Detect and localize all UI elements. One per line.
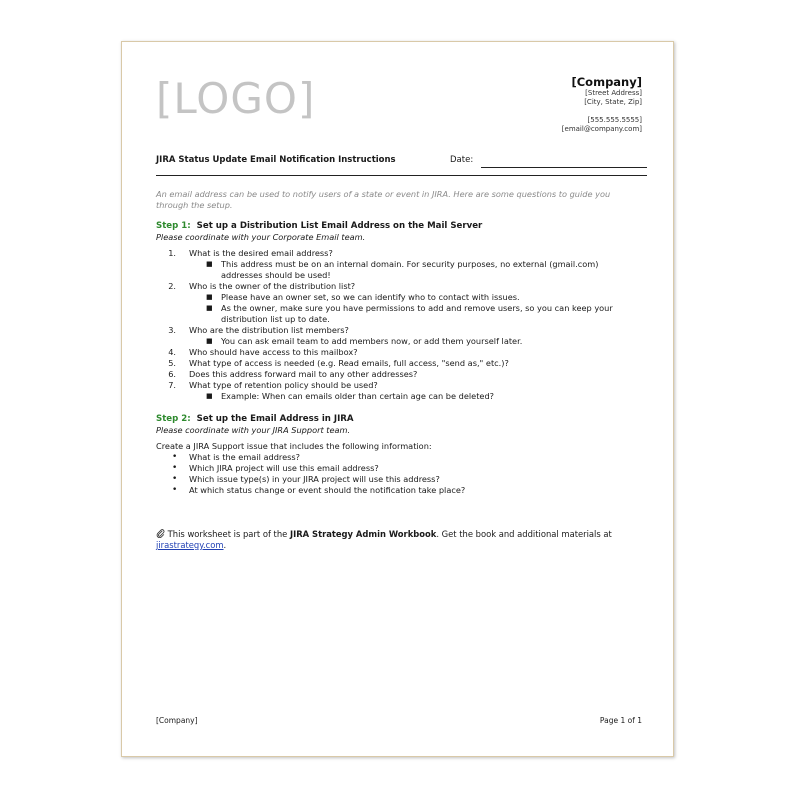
bullet-icon: • [172, 485, 178, 495]
list-item: 7. What type of retention policy should be used? [168, 380, 378, 390]
step1-subtitle: Please coordinate with your Corporate Email team. [156, 232, 366, 242]
bullet-icon: • [172, 463, 178, 473]
bullet-icon: ■ [206, 260, 213, 268]
title-divider [156, 175, 647, 176]
company-address-block [562, 75, 642, 133]
list-item: ■ As the owner, make sure you have permissions to add and remove users, so you can keep your distribution list up to date. [206, 303, 613, 324]
date-field-line[interactable] [481, 167, 647, 168]
workbook-title: JIRA Strategy Admin Workbook [289, 529, 437, 539]
company-email: [email@company.com] [561, 124, 642, 133]
bullet-icon: ■ [206, 293, 213, 301]
step1-question-list [156, 248, 636, 402]
bullet-icon: ■ [206, 337, 213, 345]
step2-lead: Create a JIRA Support issue that includes the following information: [156, 441, 432, 451]
list-item: ■ Example: When can emails older than certain age can be deleted? [206, 391, 494, 401]
document-title: JIRA Status Update Email Notification Instructions [156, 155, 396, 165]
bullet-icon: • [172, 474, 178, 484]
step1-number: Step 1: [156, 221, 191, 231]
jirastrategy-link[interactable]: jirastrategy.com [156, 540, 224, 550]
step2-heading [156, 414, 354, 425]
logo-placeholder: [LOGO] [156, 74, 316, 123]
street-address: [Street Address] [585, 89, 642, 98]
document-page [121, 41, 674, 757]
list-item: • Which issue type(s) in your JIRA project will use this address? [172, 474, 440, 484]
list-item: 5. What type of access is needed (e.g. Read emails, full access, "send as," etc.)? [168, 358, 509, 368]
step1-heading [156, 221, 482, 232]
list-item: 1. What is the desired email address? [168, 248, 333, 258]
list-item: ■ This address must be on an internal domain. For security purposes, no external (gmail.com) addresses should be used! [206, 259, 599, 280]
list-item: • At which status change or event should the notification take place? [172, 485, 466, 495]
list-item: 6. Does this address forward mail to any other addresses? [168, 369, 418, 379]
bullet-icon: • [172, 452, 178, 462]
bullet-icon: ■ [206, 392, 213, 400]
date-label: Date: [450, 155, 474, 165]
list-item: 4. Who should have access to this mailbox? [168, 347, 358, 357]
city-state-zip: [City, State, Zip] [584, 98, 642, 107]
paperclip-icon [156, 529, 168, 539]
step1-title: Set up a Distribution List Email Address on the Mail Server [196, 221, 483, 231]
intro-text: An email address can be used to notify users of a state or event in JIRA. Here are some questions to guide you through the setup. [156, 189, 611, 210]
bullet-icon: ■ [206, 304, 213, 312]
list-item: ■ Please have an owner set, so we can identify who to contact with issues. [206, 292, 520, 302]
company-phone: [555.555.5555] [587, 115, 642, 124]
step2-title: Set up the Email Address in JIRA [196, 414, 354, 424]
list-item: 2. Who is the owner of the distribution list? [168, 281, 356, 291]
title-row [156, 155, 647, 169]
workbook-note: This worksheet is part of the JIRA Strategy Admin Workbook. Get the book and additional materials at jirastrategy.com. [156, 529, 612, 550]
step2-number: Step 2: [156, 414, 191, 424]
footer-page-number: Page 1 of 1 [599, 716, 642, 725]
step2-subtitle: Please coordinate with your JIRA Support team. [156, 425, 351, 435]
list-item: ■ You can ask email team to add members now, or add them yourself later. [206, 336, 523, 346]
list-item: 3. Who are the distribution list members? [168, 325, 349, 335]
footer-company: [Company] [156, 716, 198, 725]
list-item: • What is the email address? [172, 452, 300, 462]
step2-info-list [156, 441, 636, 496]
company-name: [Company] [571, 75, 642, 89]
list-item: • Which JIRA project will use this email address? [172, 463, 379, 473]
